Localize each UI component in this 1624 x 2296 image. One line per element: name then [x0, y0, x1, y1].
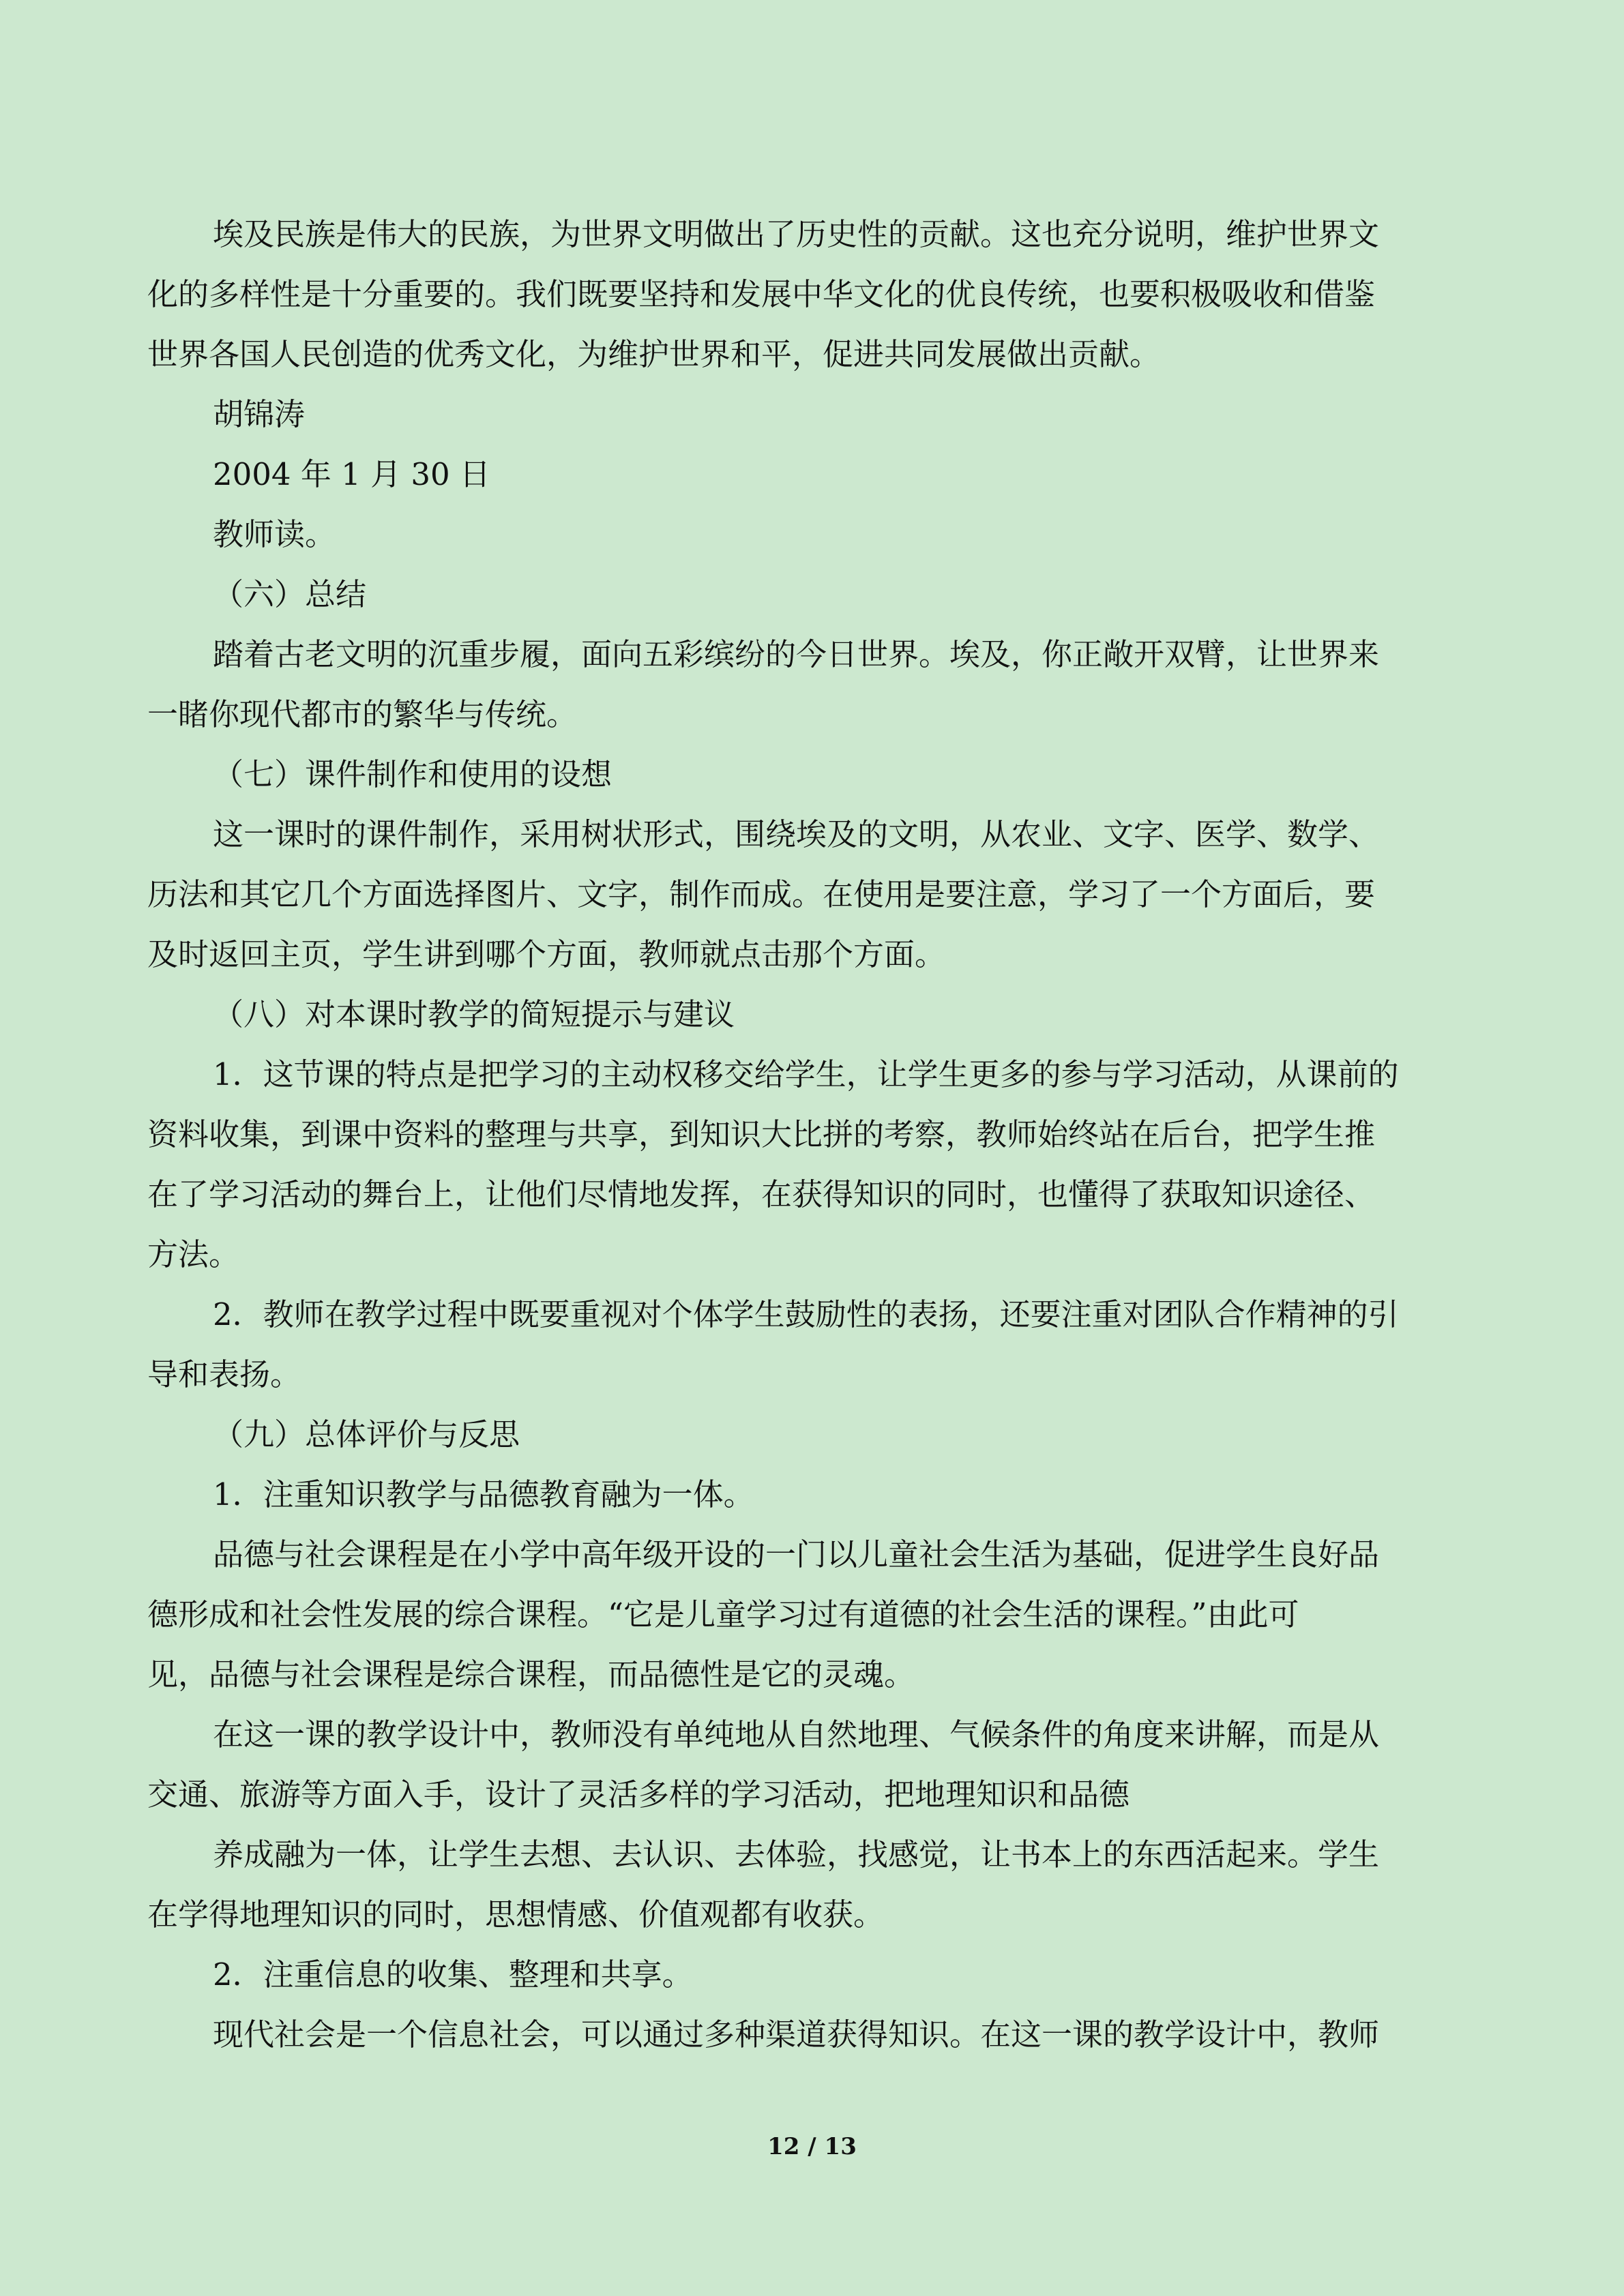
text-line: 这一课时的课件制作，采用树状形式，围绕埃及的文明，从农业、文字、医学、数学、: [213, 816, 1380, 852]
text-line: 1．这节课的特点是把学习的主动权移交给学生，让学生更多的参与学习活动，从课前的: [213, 1056, 1399, 1092]
text-line: 导和表扬。: [147, 1356, 301, 1392]
text-line: 2004 年 1 月 30 日: [213, 456, 490, 492]
text-line: 现代社会是一个信息社会，可以通过多种渠道获得知识。在这一课的教学设计中，教师: [213, 2016, 1380, 2053]
text-line: 世界各国人民创造的优秀文化，为维护世界和平，促进共同发展做出贡献。: [147, 336, 1161, 372]
text-line: 埃及民族是伟大的民族，为世界文明做出了历史性的贡献。这也充分说明，维护世界文: [213, 216, 1380, 252]
text-line: 历法和其它几个方面选择图片、文字，制作而成。在使用是要注意，学习了一个方面后，要: [147, 876, 1376, 912]
text-line: 2．教师在教学过程中既要重视对个体学生鼓励性的表扬，还要注重对团队合作精神的引: [213, 1296, 1399, 1332]
text-line: 一睹你现代都市的繁华与传统。: [147, 696, 578, 732]
text-line: 在学得地理知识的同时，思想情感、价值观都有收获。: [147, 1896, 885, 1933]
text-line: 踏着古老文明的沉重步履，面向五彩缤纷的今日世界。埃及，你正敞开双臂，让世界来: [213, 636, 1380, 672]
text-line: 在这一课的教学设计中，教师没有单纯地从自然地理、气候条件的角度来讲解，而是从: [213, 1716, 1380, 1753]
text-line: 交通、旅游等方面入手，设计了灵活多样的学习活动，把地理知识和品德: [147, 1776, 1130, 1813]
text-line: （八）对本课时教学的简短提示与建议: [213, 996, 735, 1032]
text-line: 胡锦涛: [213, 396, 306, 432]
text-line: 资料收集，到课中资料的整理与共享，到知识大比拼的考察，教师始终站在后台，把学生推: [147, 1116, 1376, 1152]
text-line: 化的多样性是十分重要的。我们既要坚持和发展中华文化的优良传统，也要积极吸收和借鉴: [147, 276, 1376, 312]
text-line: 2．注重信息的收集、整理和共享。: [213, 1956, 693, 1993]
text-line: 在了学习活动的舞台上，让他们尽情地发挥，在获得知识的同时，也懂得了获取知识途径、: [147, 1176, 1376, 1212]
text-line: 养成融为一体，让学生去想、去认识、去体验，找感觉，让书本上的东西活起来。学生: [213, 1836, 1380, 1873]
document-body: [147, 205, 1477, 2065]
text-line: 教师读。: [213, 516, 336, 552]
text-line: （六）总结: [213, 576, 367, 612]
text-line: （七）课件制作和使用的设想: [213, 756, 612, 792]
text-line: （九）总体评价与反思: [213, 1416, 520, 1452]
text-line: 见，品德与社会课程是综合课程，而品德性是它的灵魂。: [147, 1656, 915, 1693]
text-line: 品德与社会课程是在小学中高年级开设的一门以儿童社会生活为基础，促进学生良好品: [213, 1536, 1380, 1572]
text-line: 1．注重知识教学与品德教育融为一体。: [213, 1476, 754, 1512]
text-line: 方法。: [147, 1236, 240, 1272]
text-line: 及时返回主页，学生讲到哪个方面，教师就点击那个方面。: [147, 936, 946, 972]
page-number: 12 / 13: [767, 2133, 857, 2160]
text-line: 德形成和社会性发展的综合课程。“它是儿童学习过有道德的社会生活的课程。”由此可: [147, 1596, 1299, 1632]
